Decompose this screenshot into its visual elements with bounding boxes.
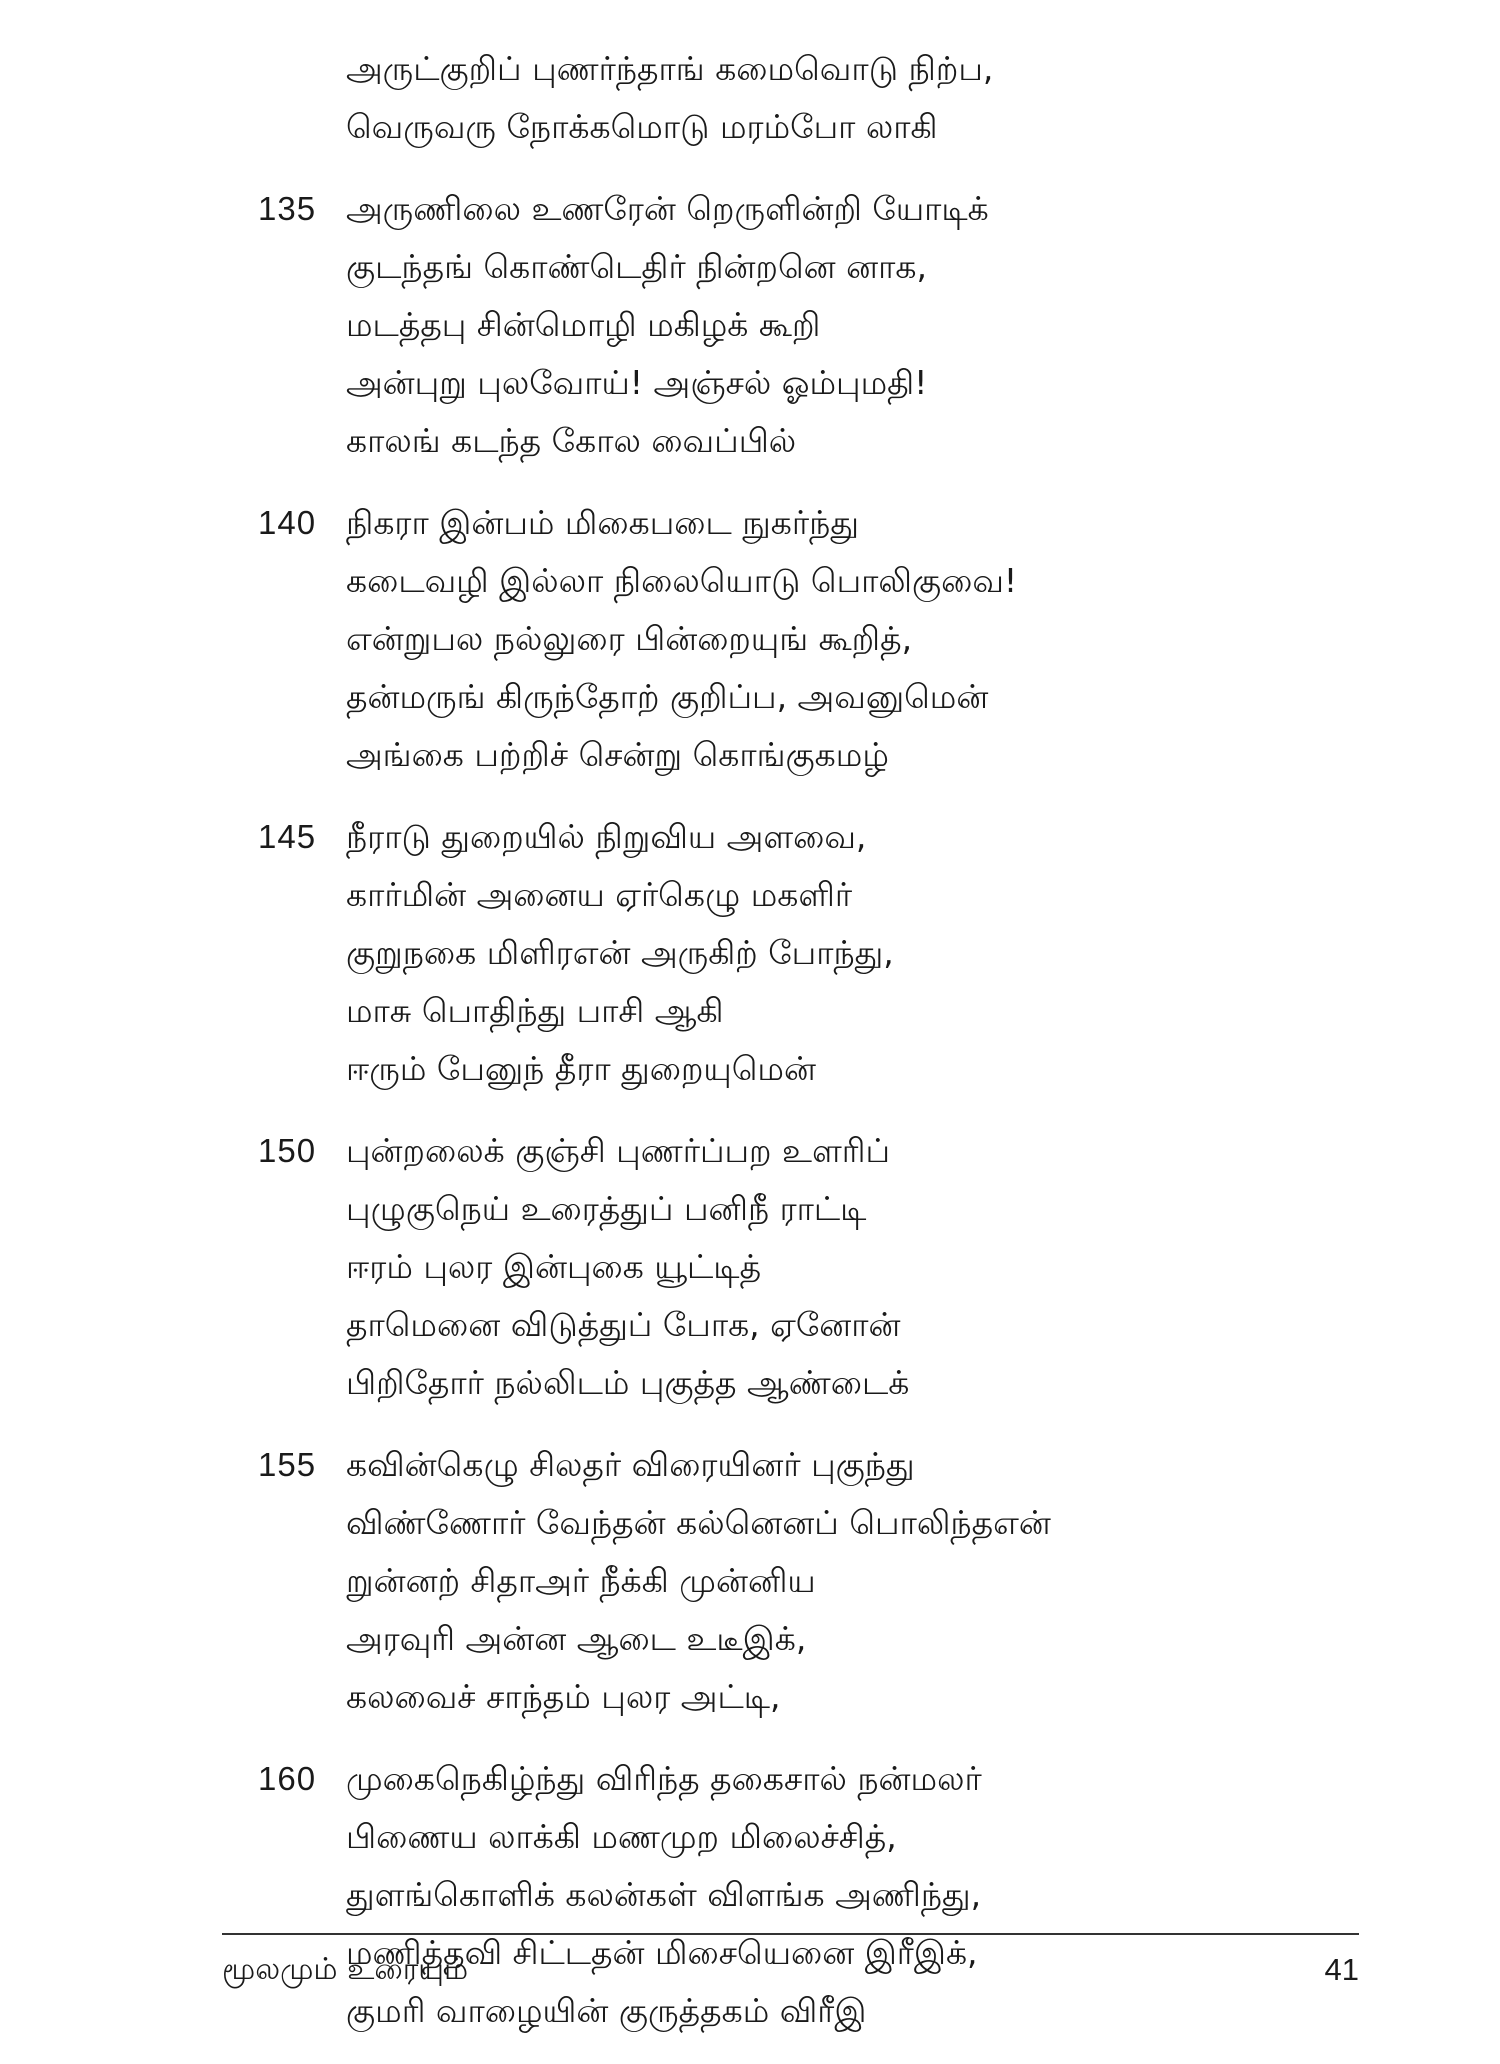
verse-line xyxy=(258,726,1308,784)
verse-text: றுன்னற் சிதாஅர் நீக்கி முன்னிய xyxy=(346,1561,816,1600)
verse-line xyxy=(258,610,1308,668)
footer-title: மூலமும் உரையும் xyxy=(222,1952,469,1987)
line-number: 140 xyxy=(258,504,317,541)
page-number: 41 xyxy=(1324,1952,1359,1987)
verse-text: குறுநகை மிளிரஎன் அருகிற் போந்து, xyxy=(346,933,894,972)
verse-text: அருணிலை உணரேன் றெருளின்றி யோடிக் xyxy=(346,189,989,228)
line-number: 150 xyxy=(258,1132,317,1169)
verse-line xyxy=(258,1866,1308,1924)
verse-line xyxy=(258,1354,1308,1412)
verse-text: அங்கை பற்றிச் சென்று கொங்குகமழ் xyxy=(346,735,889,774)
verse-text: மடத்தபு சின்மொழி மகிழக் கூறி xyxy=(346,305,821,344)
footer-divider xyxy=(222,1933,1359,1935)
verse-text: அருட்குறிப் புணர்ந்தாங் கமைவொடு நிற்ப, xyxy=(346,49,994,88)
verse-text: மணித்தவி சிட்டதன் மிசையெனை இரீஇக், xyxy=(346,1933,978,1972)
verse-line xyxy=(258,1494,1308,1552)
verse-text: புன்றலைக் குஞ்சி புணர்ப்பற உளரிப் xyxy=(346,1131,891,1170)
verse-line xyxy=(258,1180,1308,1238)
stanza xyxy=(258,808,1308,1098)
verse-text: வெருவரு நோக்கமொடு மரம்போ லாகி xyxy=(346,107,938,146)
stanza xyxy=(258,1436,1308,1726)
verse-text: தன்மருங் கிருந்தோற் குறிப்ப, அவனுமென் xyxy=(346,677,989,716)
verse-text: கார்மின் அனைய ஏர்கெழு மகளிர் xyxy=(346,875,853,914)
verse-line xyxy=(258,552,1308,610)
stanza xyxy=(258,1750,1308,2040)
verse-line xyxy=(258,1808,1308,1866)
verse-text: காலங் கடந்த கோல வைப்பில் xyxy=(346,421,797,460)
verse-text: கலவைச் சாந்தம் புலர அட்டி, xyxy=(346,1677,781,1716)
verse-line xyxy=(258,1238,1308,1296)
verse-text: ஈரம் புலர இன்புகை யூட்டித் xyxy=(346,1247,762,1286)
verse-line xyxy=(258,924,1308,982)
line-number: 135 xyxy=(258,190,317,227)
verse-line xyxy=(258,1122,1308,1180)
verse-line xyxy=(258,494,1308,552)
poem-body xyxy=(258,40,1308,2064)
verse-text: அன்புறு புலவோய்! அஞ்சல் ஓம்புமதி! xyxy=(346,363,928,402)
verse-line xyxy=(258,1668,1308,1726)
verse-line xyxy=(258,982,1308,1040)
verse-text: கவின்கெழு சிலதர் விரையினர் புகுந்து xyxy=(346,1445,915,1484)
line-number: 155 xyxy=(258,1446,317,1483)
verse-text: புழுகுநெய் உரைத்துப் பனிநீ ராட்டி xyxy=(346,1189,867,1228)
verse-text: என்றுபல நல்லுரை பின்றையுங் கூறித், xyxy=(346,619,913,658)
verse-text: தாமெனை விடுத்துப் போக, ஏனோன் xyxy=(346,1305,901,1344)
verse-line xyxy=(258,1040,1308,1098)
stanza xyxy=(258,40,1308,156)
verse-line xyxy=(258,1610,1308,1668)
verse-text: குமரி வாழையின் குருத்தகம் விரீஇ xyxy=(346,1991,867,2030)
verse-text: அரவுரி அன்ன ஆடை உடீஇக், xyxy=(346,1619,807,1658)
line-number: 160 xyxy=(258,1760,317,1797)
verse-text: முகைநெகிழ்ந்து விரிந்த தகைசால் நன்மலர் xyxy=(346,1759,982,1798)
verse-line xyxy=(258,180,1308,238)
verse-line xyxy=(258,412,1308,470)
stanza xyxy=(258,494,1308,784)
verse-text: பிறிதோர் நல்லிடம் புகுத்த ஆண்டைக் xyxy=(346,1363,910,1402)
verse-line xyxy=(258,1750,1308,1808)
verse-text: நிகரா இன்பம் மிகைபடை நுகர்ந்து xyxy=(346,503,859,542)
verse-text: ஈரும் பேனுந் தீரா துறையுமென் xyxy=(346,1049,816,1088)
verse-text: விண்ணோர் வேந்தன் கல்னெனப் பொலிந்தஎன் xyxy=(346,1503,1051,1542)
verse-line xyxy=(258,1982,1308,2040)
verse-text: கடைவழி இல்லா நிலையொடு பொலிகுவை! xyxy=(346,561,1018,600)
line-number: 145 xyxy=(258,818,317,855)
verse-text: பிணைய லாக்கி மணமுற மிலைச்சித், xyxy=(346,1817,897,1856)
verse-text: குடந்தங் கொண்டெதிர் நின்றனெ னாக, xyxy=(346,247,928,286)
stanza xyxy=(258,180,1308,470)
verse-line xyxy=(258,296,1308,354)
stanza xyxy=(258,1122,1308,1412)
verse-text: துளங்கொளிக் கலன்கள் விளங்க அணிந்து, xyxy=(346,1875,982,1914)
verse-line xyxy=(258,668,1308,726)
verse-text: நீராடு துறையில் நிறுவிய அளவை, xyxy=(346,817,867,856)
verse-line xyxy=(258,866,1308,924)
verse-line xyxy=(258,1296,1308,1354)
verse-line xyxy=(258,1552,1308,1610)
verse-line xyxy=(258,1436,1308,1494)
verse-line xyxy=(258,238,1308,296)
verse-line xyxy=(258,40,1308,98)
verse-line xyxy=(258,98,1308,156)
verse-text: மாசு பொதிந்து பாசி ஆகி xyxy=(346,991,724,1030)
verse-line xyxy=(258,808,1308,866)
verse-line xyxy=(258,354,1308,412)
